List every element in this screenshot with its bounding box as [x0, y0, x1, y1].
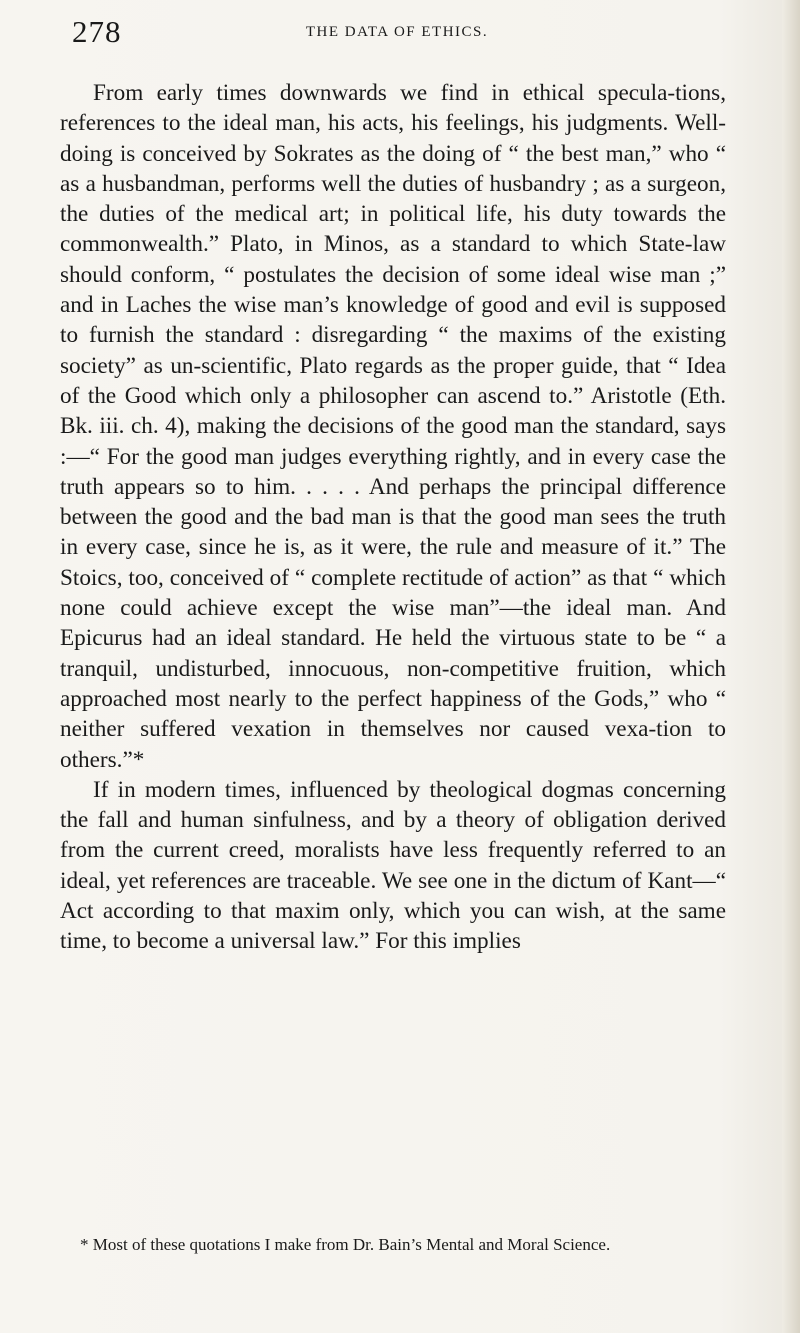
running-head: THE DATA OF ETHICS.: [305, 24, 489, 40]
footnote: [60, 1234, 726, 1256]
page-edge: [782, 0, 800, 1333]
paragraph: If in modern times, influenced by theological dogmas concerning the fall and human sinfulness, and by a theory of obligation derived from the current creed, moralists have less frequently referred to an ideal, yet references are traceable. We see one in the dictum of Kant—“ Act according to that maxim only, which you can wish, at the same time, to become a universal law.” For this implies: [60, 776, 726, 955]
paragraph: From early times downwards we find in ethical specula-tions, references to the ideal man, his acts, his feelings, his judgments. Well-doing is conceived by Sokrates as the doing of “ the best man,” who “ as a husbandman, performs well the duties of husbandry ; as a surgeon, the duties of the medical art; in political life, his duty towards the commonwealth.” Plato, in Minos, as a standard to which State-law should conform, “ postulates the decision of some ideal wise man ;” and in Laches the wise man’s knowledge of good and evil is supposed to furnish the standard : disregarding “ the maxims of the existing society” as un-scientific, Plato regards as the proper guide, that “ Idea of the Good which only a philosopher can ascend to.” Aristotle (Eth. Bk. iii. ch. 4), making the decisions of the good man the standard, says :—“ For the good man judges everything rightly, and in every case the truth appears so to him. . . . . And perhaps the principal difference between the good and the bad man is that the good man sees the truth in every case, since he is, as it were, the rule and measure of it.” The Stoics, too, conceived of “ complete rectitude of action” as that “ which none could achieve except the wise man”—the ideal man. And Epicurus had an ideal standard. He held the virtuous state to be “ a tranquil, undisturbed, innocuous, non-competitive fruition, which approached most nearly to the perfect happiness of the Gods,” who “ neither suffered vexation in themselves nor caused vexa-tion to others.”*: [60, 80, 726, 773]
footnote-text: * Most of these quotations I make from Dr. Bain’s Mental and Moral Science.: [80, 1235, 611, 1254]
page-header: [72, 14, 722, 48]
body-text: [60, 78, 726, 957]
page-number: 278: [72, 14, 122, 49]
